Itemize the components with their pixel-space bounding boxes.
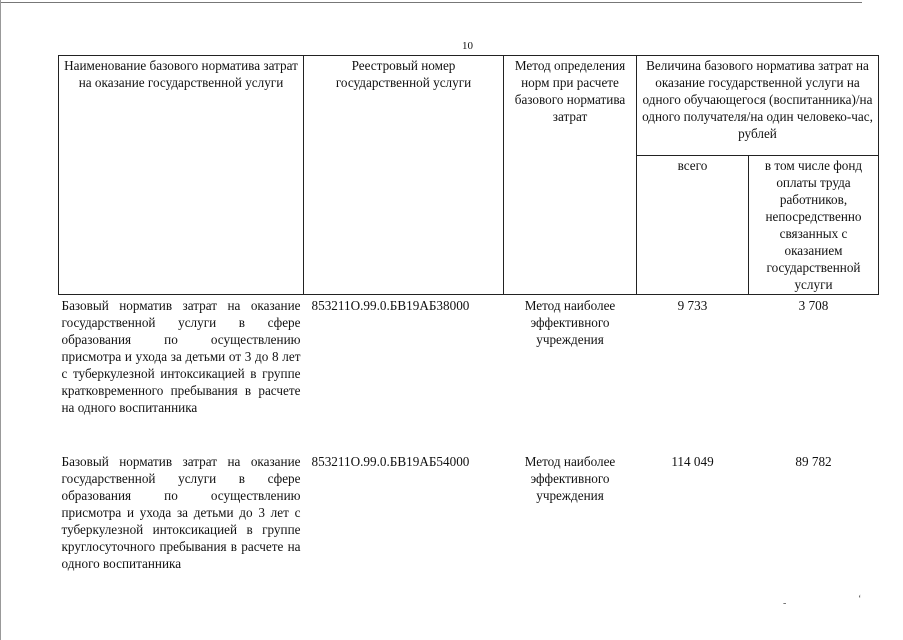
table-row bbox=[59, 447, 879, 603]
scan-edge-top bbox=[0, 0, 862, 3]
row-method: Метод наиболее эффективного учреждения bbox=[524, 298, 616, 347]
row-total: 114 049 bbox=[671, 454, 714, 469]
row-registry: 853211О.99.0.БВ19АБ38000 bbox=[311, 298, 470, 313]
row-registry: 853211О.99.0.БВ19АБ54000 bbox=[311, 454, 470, 469]
row-name: Базовый норматив затрат на оказание государственной услуги в сфере образования по осуществлению присмотра и ухода за детьми до 3 лет с туберкулезной интоксикацией в группе круглосуточного пребывания в расчете на одного воспитанника bbox=[61, 454, 301, 571]
header-registry: Реестровый номер государственной услуги bbox=[304, 56, 504, 295]
scan-edge-left bbox=[0, 0, 1, 640]
row-incl-wage: 89 782 bbox=[795, 454, 832, 469]
header-method: Метод определения норм при расчете базового норматива затрат bbox=[504, 56, 637, 295]
page-number: 10 bbox=[462, 40, 473, 52]
header-total: всего bbox=[637, 156, 749, 295]
scan-speck: ‘ bbox=[858, 594, 862, 605]
header-name: Наименование базового норматива затрат на оказание государственной услуги bbox=[59, 56, 304, 295]
row-total: 9 733 bbox=[677, 298, 708, 313]
table-row bbox=[59, 295, 879, 448]
header-value: Величина базового норматива затрат на оказание государственной услуги на одного обучающегося (воспитанника)/на одного получателя/на один человеко-час, рублей bbox=[637, 56, 879, 156]
scan-speck: ‑ bbox=[783, 598, 787, 609]
norms-table bbox=[58, 55, 879, 603]
row-incl-wage: 3 708 bbox=[798, 298, 829, 313]
row-name: Базовый норматив затрат на оказание государственной услуги в сфере образования по осуществлению присмотра и ухода за детьми от 3 до 8 лет с туберкулезной интоксикацией в группе кратковременного пребывания в расчете на одного воспитанника bbox=[61, 298, 301, 415]
header-incl-wage: в том числе фонд оплаты труда работников, непосредственно связанных с оказанием государственной услуги bbox=[749, 156, 879, 295]
row-method: Метод наиболее эффективного учреждения bbox=[524, 454, 616, 503]
